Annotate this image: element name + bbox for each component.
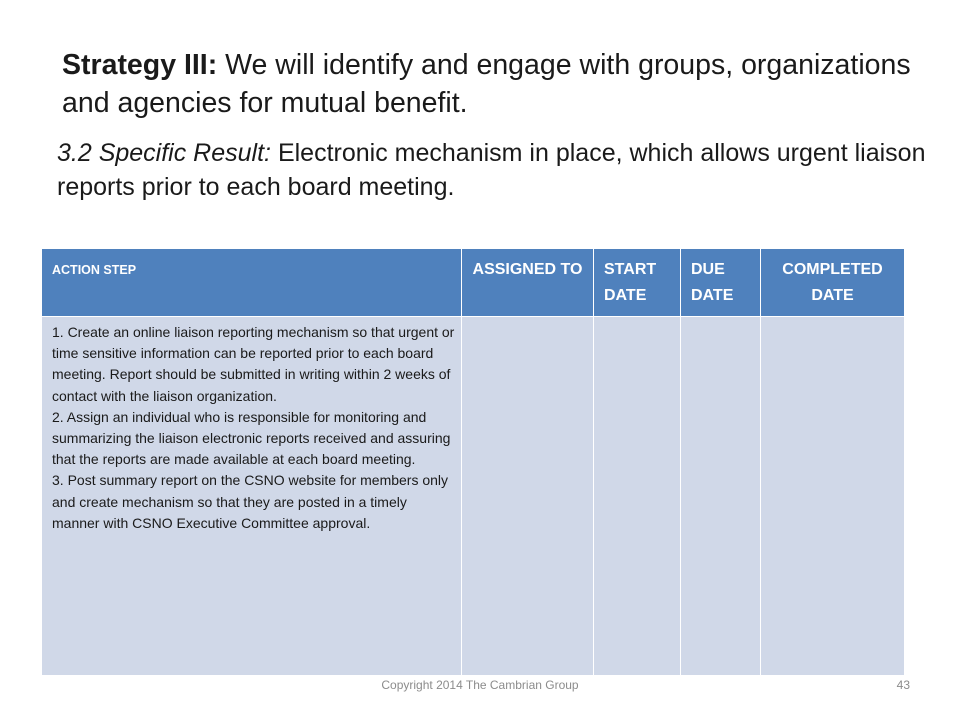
result-text: Electronic mechanism in place, which allows urgent liaison reports prior to each board meeting.: [57, 139, 926, 201]
header-assigned-to: ASSIGNED TO: [462, 249, 594, 317]
completed-date-cell: [761, 317, 905, 676]
action-plan-table: [41, 248, 905, 676]
action-step-2: 2. Assign an individual who is responsible for monitoring and summarizing the liaison electronic reports received and assuring that the reports are made available at each board meeting.: [52, 408, 451, 468]
start-date-cell: [594, 317, 681, 676]
action-steps-cell: [42, 317, 462, 676]
result-label: 3.2 Specific Result:: [57, 139, 271, 167]
table-header-row: [42, 249, 905, 317]
strategy-text: We will identify and engage with groups, organizations and agencies for mutual benefit.: [62, 49, 911, 119]
due-date-cell: [681, 317, 761, 676]
header-action-step: ACTION STEP: [42, 249, 462, 317]
header-due-date: DUE DATE: [681, 249, 761, 317]
page-number: 43: [896, 678, 910, 692]
header-completed-date: COMPLETED DATE: [761, 249, 905, 317]
action-step-1: 1. Create an online liaison reporting mechanism so that urgent or time sensitive information can be reported prior to each board meeting. Report should be submitted in writing within 2 weeks of contact with the liaison organization.: [52, 324, 455, 404]
header-start-date: START DATE: [594, 249, 681, 317]
table-row: [42, 317, 905, 676]
slide-title: [62, 46, 922, 122]
footer-copyright: Copyright 2014 The Cambrian Group: [381, 678, 579, 692]
action-step-3: 3. Post summary report on the CSNO website for members only and create mechanism so that they are posted in a timely manner with CSNO Executive Committee approval.: [52, 472, 449, 531]
strategy-label: Strategy III:: [62, 49, 218, 81]
slide-subtitle: [57, 136, 927, 204]
assigned-to-cell: [462, 317, 594, 676]
